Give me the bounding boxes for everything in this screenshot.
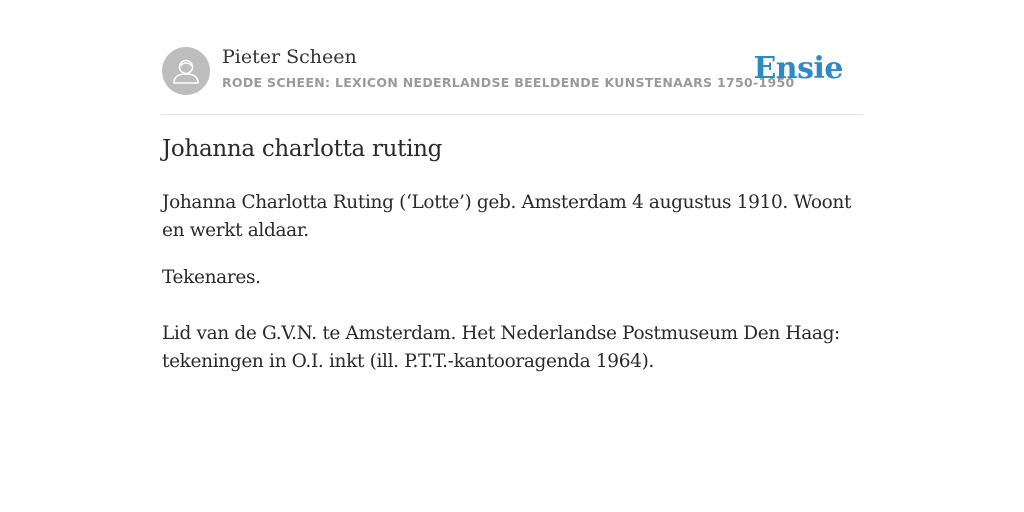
author-name[interactable]: Pieter Scheen <box>222 46 357 68</box>
user-icon <box>162 47 210 95</box>
paragraph-profession: Tekenares. <box>162 267 261 288</box>
author-avatar[interactable] <box>162 47 210 95</box>
article-card <box>162 40 862 372</box>
paragraph-membership: Lid van de G.V.N. te Amsterdam. Het Nederlandse Postmuseum Den Haag: tekeningen in O.I. inkt (ill. P.T.T.-kantooragenda 1964). <box>162 323 840 372</box>
article-header <box>162 40 862 115</box>
source-title[interactable]: RODE SCHEEN: LEXICON NEDERLANDSE BEELDENDE KUNSTENAARS 1750-1950 <box>222 75 795 90</box>
ensie-logo[interactable]: Ensie <box>753 51 843 86</box>
page-title: Johanna charlotta ruting <box>162 136 443 162</box>
paragraph-biography: Johanna Charlotta Ruting (‘Lotte’) geb. Amsterdam 4 augustus 1910. Woont en werkt aldaar. <box>162 192 852 241</box>
